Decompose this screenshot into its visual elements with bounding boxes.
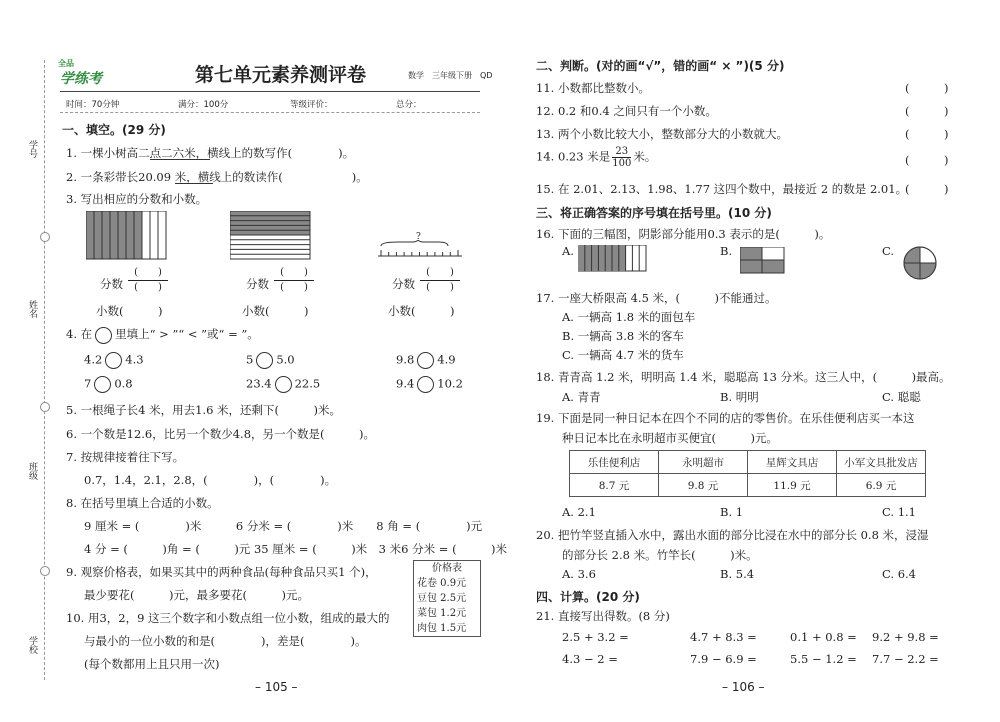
fraction-blank-1: ( ) ( ) bbox=[128, 266, 168, 295]
option-20b: B. 5.4 bbox=[720, 567, 755, 581]
fraction-label-3: 分数 bbox=[392, 277, 415, 291]
header-rule bbox=[60, 91, 480, 92]
calc-item: 7.9 − 6.9 = bbox=[690, 652, 757, 666]
option-16c: C. bbox=[882, 244, 895, 258]
price-table-title: 价格表 bbox=[432, 563, 462, 574]
price-row: 菜包 1.2元 bbox=[417, 608, 467, 619]
compare-circle[interactable] bbox=[256, 352, 273, 369]
binding-hole bbox=[40, 566, 50, 576]
page-number-right: – 106 – bbox=[722, 680, 765, 694]
price-table bbox=[413, 560, 481, 637]
calc-item: 4.3 − 2 = bbox=[562, 652, 618, 666]
side-label-id: 学号 bbox=[27, 140, 37, 158]
fraction-23-100: $\frac{23}{100}$ bbox=[612, 146, 632, 169]
compare-item: 5 5.0 bbox=[246, 352, 295, 369]
option-20a: A. 3.6 bbox=[562, 567, 596, 581]
judge-12: 12. 0.2 和0.4 之间只有一个小数。 bbox=[536, 104, 717, 118]
question-2-underline bbox=[175, 183, 213, 184]
section-calc: 四、计算。(20 分) bbox=[536, 590, 640, 604]
side-label-school: 学校 bbox=[27, 636, 37, 654]
figure-ruler bbox=[376, 240, 466, 264]
option-17c: C. 一辆高 4.7 米的货车 bbox=[562, 348, 684, 362]
ruler-question-mark: ? bbox=[416, 232, 421, 242]
option-18c: C. 聪聪 bbox=[882, 390, 921, 404]
question-2: 2. 一条彩带长20.09 米，横线上的数读作( )。 bbox=[66, 170, 368, 184]
question-1-underline bbox=[150, 159, 210, 160]
shop-name: 永明超市 bbox=[659, 451, 748, 474]
shop-price: 8.7 元 bbox=[570, 474, 659, 497]
question-16: 16. 下面的三幅图，阴影部分能用0.3 表示的是( )。 bbox=[536, 227, 831, 241]
compare-circle[interactable] bbox=[275, 376, 292, 393]
judge-11: 11. 小数都比整数小。 bbox=[536, 81, 650, 95]
question-10: 10. 用3，2，9 这三个数字和小数点组一位小数，组成的最大的 bbox=[66, 611, 390, 625]
calc-item: 5.5 − 1.2 = bbox=[790, 652, 857, 666]
logo-small: 全品 bbox=[58, 59, 74, 68]
side-label-name: 姓名 bbox=[27, 300, 37, 318]
option-19c: C. 1.1 bbox=[882, 505, 916, 519]
question-4-text-a: 4. 在 bbox=[66, 327, 93, 341]
decimal-blank-3: 小数( ) bbox=[388, 304, 455, 318]
option-16a: A. bbox=[562, 244, 574, 258]
question-4 bbox=[66, 326, 259, 344]
shop-name: 星辉文具店 bbox=[748, 451, 837, 474]
section-fill-blank: 一、填空。(29 分) bbox=[62, 123, 166, 137]
judge-paren-11[interactable]: ( ) bbox=[905, 81, 949, 95]
side-label-class: 班级 bbox=[27, 462, 37, 480]
question-8: 8. 在括号里填上合适的小数。 bbox=[66, 496, 219, 510]
figure-vertical-strips bbox=[86, 211, 168, 261]
compare-item: 9.4 10.2 bbox=[396, 376, 463, 393]
binding-hole bbox=[40, 402, 50, 412]
shop-price: 11.9 元 bbox=[748, 474, 837, 497]
shop-name: 小军文具批发店 bbox=[837, 451, 926, 474]
compare-item: 4.2 4.3 bbox=[84, 352, 144, 369]
decimal-blank-1: 小数( ) bbox=[96, 304, 163, 318]
judge-paren-15[interactable]: ( ) bbox=[905, 182, 949, 196]
judge-15: 15. 在 2.01、2.13、1.98、1.77 这四个数中，最接近 2 的数是 2.01。 bbox=[536, 182, 908, 196]
judge-14: 14. 0.23 米是 $\frac{23}{100}$ 米。 bbox=[536, 146, 657, 169]
shop-price: 6.9 元 bbox=[837, 474, 926, 497]
fraction-blank-3: ( ) ( ) bbox=[420, 266, 460, 295]
price-row: 豆包 2.5元 bbox=[417, 593, 467, 604]
question-7: 7. 按规律接着往下写。 bbox=[66, 450, 185, 464]
calc-item: 2.5 + 3.2 = bbox=[562, 630, 629, 644]
option-18b: B. 明明 bbox=[720, 390, 759, 404]
question-9: 9. 观察价格表，如果买其中的两种食品(每种食品只买1 个)， bbox=[66, 565, 377, 579]
question-4-text-b: 里填上“ > ”“ < ”或“ = ”。 bbox=[115, 327, 259, 341]
figure-horizontal-strips bbox=[230, 211, 312, 261]
fraction-label-1: 分数 bbox=[100, 277, 123, 291]
question-21: 21. 直接写出得数。(8 分) bbox=[536, 609, 670, 623]
figure-16b-grid bbox=[740, 247, 786, 275]
exam-time: 时间：70分钟 bbox=[66, 100, 120, 110]
option-17a: A. 一辆高 1.8 米的面包车 bbox=[562, 310, 696, 324]
option-20c: C. 6.4 bbox=[882, 567, 916, 581]
figure-16c-circle bbox=[902, 245, 938, 281]
header-rule bbox=[60, 112, 480, 113]
question-7-sequence: 0.7，1.4，2.1，2.8，( )，( )。 bbox=[84, 473, 337, 487]
question-19: 19. 下面是同一种日记本在四个不同的店的零售价。在乐佳便利店买一本这 bbox=[536, 411, 915, 425]
shop-price: 9.8 元 bbox=[659, 474, 748, 497]
compare-circle[interactable] bbox=[95, 327, 112, 344]
price-row: 肉包 1.5元 bbox=[417, 623, 467, 634]
logo: 学练考 bbox=[60, 71, 102, 87]
total-score: 总分： bbox=[396, 100, 422, 110]
page-number-left: – 105 – bbox=[255, 680, 298, 694]
shop-name: 乐佳便利店 bbox=[570, 451, 659, 474]
question-20-line-2: 的部分长 2.8 米。竹竿长( )米。 bbox=[562, 548, 758, 562]
fraction-label-2: 分数 bbox=[246, 277, 269, 291]
compare-circle[interactable] bbox=[94, 376, 111, 393]
option-19b: B. 1 bbox=[720, 505, 744, 519]
option-18a: A. 青青 bbox=[562, 390, 601, 404]
binding-hole bbox=[40, 232, 50, 242]
subject-label: 数学 三年级下册 QD bbox=[408, 71, 493, 80]
figure-16a-strips bbox=[578, 245, 648, 273]
binding-line bbox=[44, 60, 45, 680]
fraction-blank-2: ( ) ( ) bbox=[274, 266, 314, 295]
question-20: 20. 把竹竿竖直插入水中，露出水面的部分比浸在水中的部分长 0.8 米，浸湿 bbox=[536, 528, 929, 542]
judge-13: 13. 两个小数比较大小，整数部分大的小数就大。 bbox=[536, 127, 788, 141]
judge-paren-14[interactable]: ( ) bbox=[905, 153, 949, 167]
price-row: 花卷 0.9元 bbox=[417, 578, 467, 589]
question-10-line-2: 与最小的一位小数的和是( )，差是( )。 bbox=[84, 634, 367, 648]
question-8-row-2: 4 分 = ( )角 = ( )元 35 厘米 = ( )米 3 米6 分米 = ( )米 bbox=[84, 542, 508, 556]
calc-item: 0.1 + 0.8 = bbox=[790, 630, 857, 644]
question-6: 6. 一个数是12.6，比另一个数少4.8，另一个数是( )。 bbox=[66, 427, 375, 441]
question-8-row-1: 9 厘米 = ( )米 6 分米 = ( )米 8 角 = ( )元 bbox=[84, 519, 483, 533]
compare-item: 23.4 22.5 bbox=[246, 376, 320, 393]
question-18: 18. 青青高 1.2 米，明明高 1.4 米，聪聪高 13 分米。这三人中，( )最高。 bbox=[536, 370, 951, 384]
shop-price-table bbox=[569, 450, 926, 497]
decimal-blank-2: 小数( ) bbox=[242, 304, 309, 318]
section-choice: 三、将正确答案的序号填在括号里。(10 分) bbox=[536, 206, 772, 220]
full-score: 满分：100分 bbox=[178, 100, 229, 110]
question-5: 5. 一根绳子长4 米，用去1.6 米，还剩下( )米。 bbox=[66, 403, 342, 417]
calc-item: 9.2 + 9.8 = bbox=[872, 630, 939, 644]
judge-paren-12[interactable]: ( ) bbox=[905, 104, 949, 118]
question-17: 17. 一座大桥限高 4.5 米，( )不能通过。 bbox=[536, 291, 777, 305]
page-title: 第七单元素养测评卷 bbox=[195, 64, 367, 86]
question-19-line-2: 种日记本比在永明超市买便宜( )元。 bbox=[562, 431, 778, 445]
compare-item: 7 0.8 bbox=[84, 376, 133, 393]
compare-circle[interactable] bbox=[417, 352, 434, 369]
question-3: 3. 写出相应的分数和小数。 bbox=[66, 192, 208, 206]
question-1: 1. 一棵小树高二点二六米，横线上的数写作( )。 bbox=[66, 146, 355, 160]
option-16b: B. bbox=[720, 244, 733, 258]
calc-item: 7.7 − 2.2 = bbox=[872, 652, 939, 666]
compare-circle[interactable] bbox=[105, 352, 122, 369]
judge-paren-13[interactable]: ( ) bbox=[905, 127, 949, 141]
option-17b: B. 一辆高 3.8 米的客车 bbox=[562, 329, 684, 343]
question-9-line-2: 最少要花( )元，最多要花( )元。 bbox=[84, 588, 309, 602]
compare-circle[interactable] bbox=[417, 376, 434, 393]
compare-item: 9.8 4.9 bbox=[396, 352, 456, 369]
calc-item: 4.7 + 8.3 = bbox=[690, 630, 757, 644]
question-10-note: (每个数都用上且只用一次) bbox=[84, 657, 220, 671]
option-19a: A. 2.1 bbox=[562, 505, 596, 519]
grade-eval: 等级评价： bbox=[290, 100, 333, 110]
section-judge: 二、判断。(对的画“√”，错的画“ × ”)(5 分) bbox=[536, 59, 785, 73]
